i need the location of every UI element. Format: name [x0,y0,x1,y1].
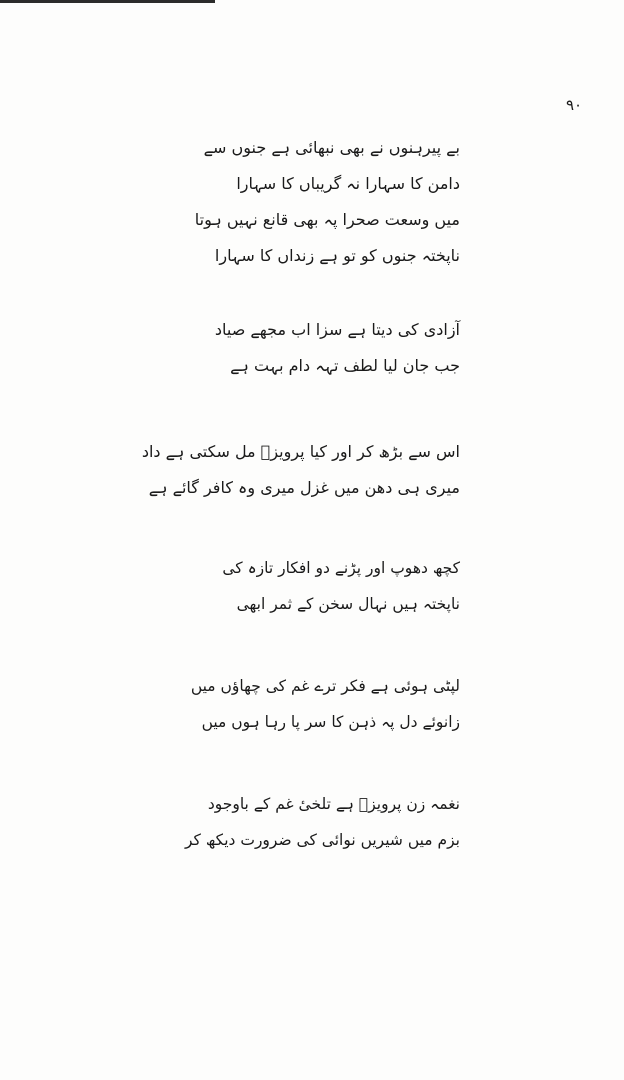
verse-line: نغمہ زن پرویزؔ ہے تلخیٔ غم کے باوجود [207,795,460,813]
verse-line: لپٹی ہوئی ہے فکر ترے غم کی چھاؤں میں [190,677,460,695]
verse-line: جب جان لیا لطف تہہ دام بہت ہے [230,356,460,375]
verse-line: کچھ دھوپ اور پڑنے دو افکار تازہ کی [222,559,460,577]
verse-line: بے پیرہنوں نے بھی نبھائی ہے جنوں سے [203,138,460,157]
verse-line: آزادی کی دیتا ہے سزا اب مجھے صیاد [214,320,460,339]
verse-line: زانوئے دل پہ ذہن کا سر پا رہا ہوں میں [201,713,460,731]
page-top-edge [0,0,215,3]
verse-line: میں وسعت صحرا پہ بھی قانع نہیں ہوتا [194,210,460,229]
verse-line: دامن کا سہارا نہ گریباں کا سہارا [236,174,460,193]
stanza [150,786,460,858]
poem-body [141,122,460,858]
verse-line: اس سے بڑھ کر اور کیا پرویزؔ مل سکتی ہے داد [141,442,460,461]
stanza [150,312,460,384]
stanza [150,130,460,274]
stanza [150,550,460,622]
verse-line: ناپختہ جنوں کو تو ہے زنداں کا سہارا [214,246,460,265]
verse-line: بزم میں شیریں نوائی کی ضرورت دیکھ کر [185,831,460,849]
stanza [150,668,460,740]
page-number: ۹۰ [566,96,583,114]
stanza [141,434,460,506]
verse-line: میری ہی دھن میں غزل میری وہ کافر گائے ہے [148,478,460,497]
verse-line: ناپختہ ہیں نہال سخن کے ثمر ابھی [236,595,460,613]
